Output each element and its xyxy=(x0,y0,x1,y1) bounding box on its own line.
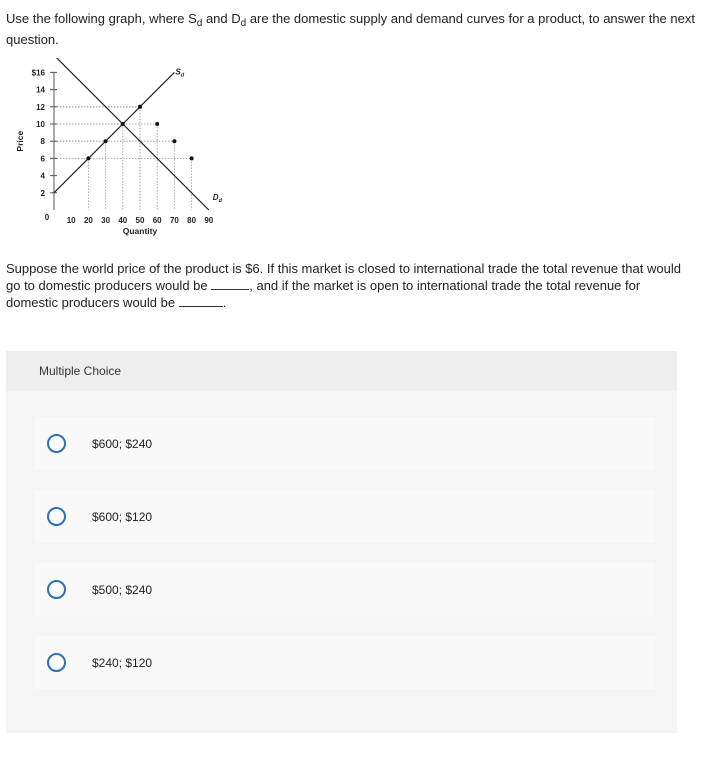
answer-blank-1 xyxy=(211,277,249,290)
x-tick-label: 50 xyxy=(135,216,145,225)
choice-option-3[interactable] xyxy=(35,563,655,616)
question-text-3: . xyxy=(222,295,227,310)
choice-option-2[interactable] xyxy=(35,490,655,543)
choice-option-1[interactable] xyxy=(35,417,655,470)
choice-label-2: $600; $120 xyxy=(92,509,153,524)
origin-label: 0 xyxy=(44,213,50,222)
y-tick-label: 10 xyxy=(36,120,45,129)
question-text xyxy=(6,260,686,311)
choice-label-4: $240; $120 xyxy=(92,655,153,670)
y-tick-label: 8 xyxy=(40,137,45,147)
multiple-choice-panel xyxy=(6,351,677,733)
answer-blank-2 xyxy=(179,294,223,307)
choice-option-4[interactable] xyxy=(35,636,655,689)
supply-point xyxy=(86,156,90,160)
demand-curve-label: $D_d$ xyxy=(212,193,222,204)
y-tick-label: 14 xyxy=(36,85,45,95)
supply-curve xyxy=(54,72,174,192)
radio-button-3[interactable] xyxy=(47,580,66,599)
y-tick-label: $16 xyxy=(31,68,45,78)
y-tick-label: 2 xyxy=(40,188,45,198)
y-tick-label: 4 xyxy=(40,171,45,181)
x-tick-label: 80 xyxy=(187,216,197,225)
demand-point xyxy=(190,156,194,160)
question-intro xyxy=(6,8,696,50)
x-tick-label: 40 xyxy=(118,216,128,225)
demand-point xyxy=(138,105,142,109)
demand-point xyxy=(155,122,159,126)
radio-button-1[interactable] xyxy=(47,434,66,453)
x-axis-title: Quantity xyxy=(122,226,158,236)
x-tick-label: 10 xyxy=(66,216,76,225)
choice-label-3: $500; $240 xyxy=(92,582,153,597)
multiple-choice-header: Multiple Choice xyxy=(6,351,677,391)
supply-demand-chart xyxy=(0,58,240,243)
radio-button-2[interactable] xyxy=(47,507,66,526)
x-tick-label: 60 xyxy=(152,216,162,225)
x-tick-label: 20 xyxy=(83,216,93,225)
choice-label-1: $600; $240 xyxy=(92,436,153,451)
x-tick-label: 70 xyxy=(169,216,179,225)
demand-point xyxy=(172,139,176,143)
x-tick-label: 30 xyxy=(101,216,111,225)
intro-text-2: and D xyxy=(202,11,241,26)
intro-text-1: Use the following graph, where S xyxy=(6,11,197,26)
y-axis-title: Price xyxy=(15,130,25,152)
question-text-1: Suppose the world price of the product is $6. If this market is closed to international trade the total revenue that would go to domestic producers would be xyxy=(6,261,681,293)
supply-point xyxy=(104,139,108,143)
question-text-2: , and if the market is open to international trade the total revenue for domestic producers would be xyxy=(6,278,641,310)
intro-sub-2: d xyxy=(240,18,247,29)
supply-curve-label: $S_d$ xyxy=(175,67,185,79)
y-tick-label: 12 xyxy=(36,102,45,112)
radio-button-4[interactable] xyxy=(47,653,66,672)
x-tick-label: 90 xyxy=(204,216,214,225)
demand-curve xyxy=(54,58,209,210)
intro-sub-1: d xyxy=(196,18,203,29)
y-tick-label: 6 xyxy=(40,154,45,164)
intro-text-3: are the domestic supply and demand curves for a product, to answer the next question. xyxy=(6,11,695,47)
